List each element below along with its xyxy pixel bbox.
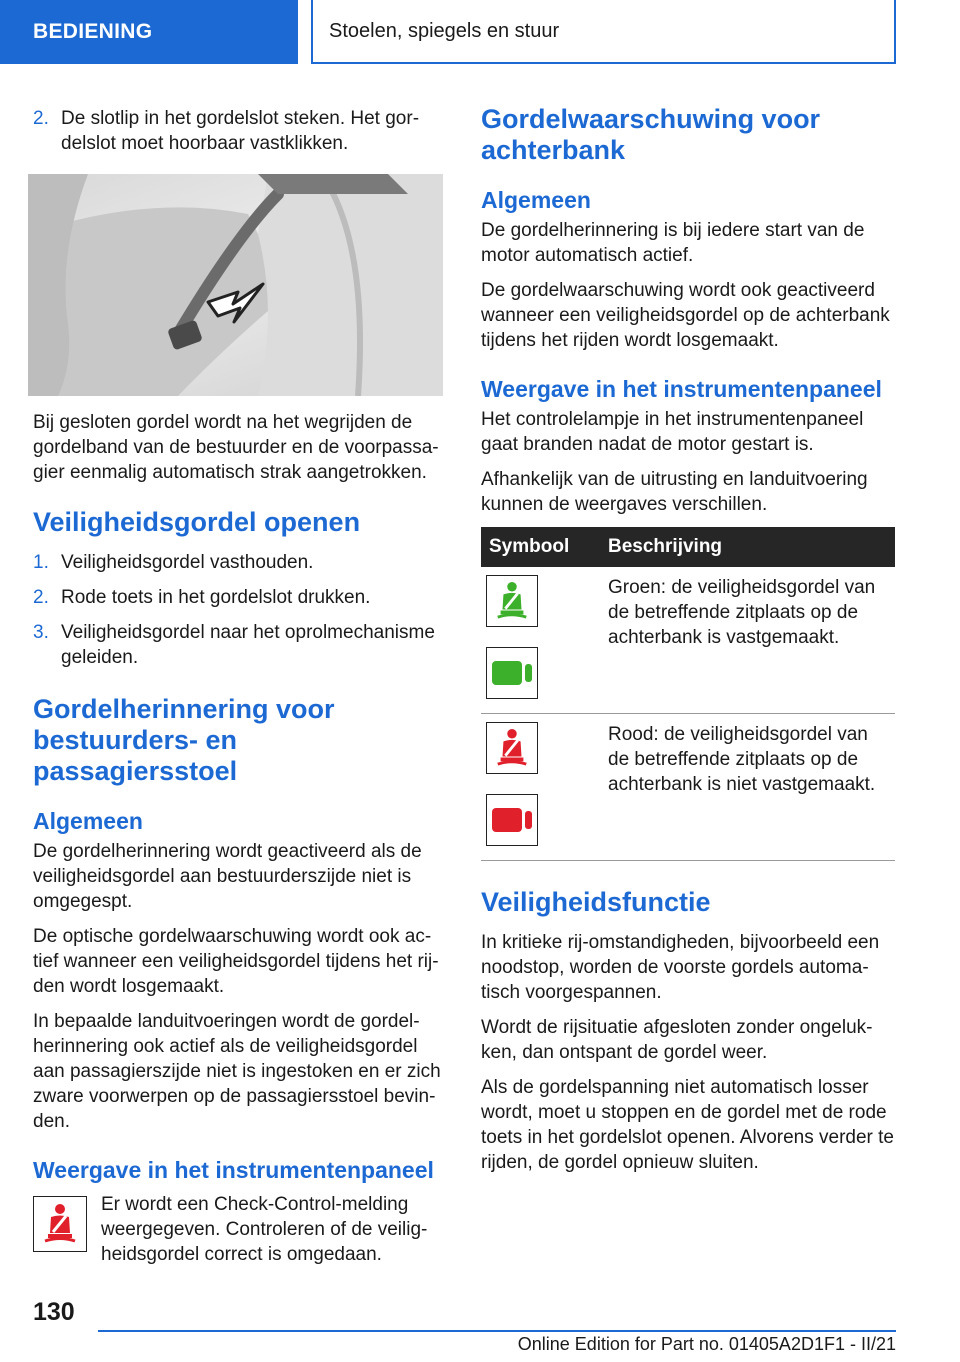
safety-paragraph-1: In kritieke rij-omstandigheden, bijvoorbeeld een noodstop, worden de voorste gordels automatisch voorgespannen. bbox=[481, 932, 880, 1003]
step-number: 1. bbox=[33, 552, 49, 573]
step-text: Veiligheidsgordel naar het oprolmechanisme geleiden. bbox=[61, 622, 435, 668]
seatbelt-warning-icon bbox=[33, 1196, 87, 1252]
header-chapter bbox=[311, 0, 896, 64]
safety-paragraph-3: Als de gordelspanning niet automatisch losser wordt, moet u stoppen en de gordel met de rode toets in het gordelslot openen. Alvorens verder te rijden, de gordel opnieuw sluiten. bbox=[481, 1077, 894, 1173]
heading-general: Algemeen bbox=[481, 187, 591, 213]
heading-belt-reminder: Gordelherinnering voor bestuurders- en passagiersstoel bbox=[33, 694, 335, 786]
heading-general: Algemeen bbox=[33, 808, 143, 834]
column-description: Beschrijving bbox=[600, 527, 895, 567]
rear-paragraph-1: De gordelherinnering is bij iedere start van de motor automatisch actief. bbox=[481, 220, 865, 266]
seatbelt-photo bbox=[28, 174, 443, 396]
step-2 bbox=[33, 106, 443, 156]
heading-open-belt: Veiligheidsgordel openen bbox=[33, 507, 361, 537]
reminder-paragraph-1: De gordelherinnering wordt geactiveerd als de veiligheidsgordel aan bestuurderszijde niet is omgegespt. bbox=[33, 841, 422, 912]
rear-paragraph-3: Het controlelampje in het instrumentenpaneel gaat branden nadat de motor gestart is. bbox=[481, 409, 864, 455]
step-text: De slotlip in het gordelslot steken. Het gordelslot moet hoorbaar vastklikken. bbox=[61, 108, 420, 154]
heading-display: Weergave in het instrumentenpaneel bbox=[33, 1157, 434, 1183]
reminder-paragraph-2: De optische gordelwaarschuwing wordt ook actief wanneer een veiligheidsgordel tijdens het rijden wordt losgemaakt. bbox=[33, 926, 439, 997]
seatbelt-illustration bbox=[28, 174, 443, 396]
green-seat-icon bbox=[486, 647, 538, 699]
open-step-3 bbox=[33, 620, 443, 670]
footer-edition: Online Edition for Part no. 01405A2D1F1 - II/21 bbox=[517, 1334, 896, 1354]
safety-paragraph-2: Wordt de rijsituatie afgesloten zonder ongelukken, dan ontspant de gordel weer. bbox=[481, 1017, 873, 1063]
reminder-paragraph-3: In bepaalde landuitvoeringen wordt de gordelherinnering ook actief als de veiligheidsgordel aan passagierszijde niet is ingestoken en er zich zware voorwerpen op de passagiersstoel bevinden. bbox=[33, 1011, 441, 1132]
step-number: 2. bbox=[33, 587, 49, 608]
heading-rear-warning: Gordelwaarschuwing voor achterbank bbox=[481, 104, 821, 165]
display-row bbox=[33, 1192, 443, 1277]
step-number: 3. bbox=[33, 622, 49, 643]
right-column bbox=[481, 98, 895, 1185]
display-text: Er wordt een Check-Control-melding weergegeven. Controleren of de veiligheidsgordel correct is omgedaan. bbox=[101, 1194, 428, 1265]
description-cell: Groen: de veiligheidsgordel van de betreffende zitplaats op de achterbank is vastgemaakt. bbox=[600, 567, 895, 714]
heading-safety-function: Veiligheidsfunctie bbox=[481, 887, 711, 917]
red-seat-icon bbox=[486, 794, 538, 846]
table-row bbox=[481, 567, 895, 714]
red-seatbelt-icon bbox=[486, 722, 538, 774]
chapter-title: Stoelen, spiegels en stuur bbox=[329, 19, 560, 42]
table-row bbox=[481, 714, 895, 861]
symbol-cell bbox=[481, 567, 600, 714]
paragraph-after-photo: Bij gesloten gordel wordt na het wegrijden de gordelband van de bestuurder en de voorpassagier eenmalig automatisch strak aangetrokken. bbox=[33, 412, 439, 483]
column-symbol: Symbool bbox=[481, 527, 600, 567]
page-number: 130 bbox=[33, 1298, 75, 1326]
step-number: 2. bbox=[33, 108, 49, 129]
step-text: Rode toets in het gordelslot drukken. bbox=[61, 587, 371, 608]
footer-divider bbox=[98, 1330, 896, 1332]
open-step-2 bbox=[33, 585, 443, 610]
section-title: BEDIENING bbox=[33, 20, 153, 43]
table-header bbox=[481, 527, 895, 567]
open-step-1 bbox=[33, 550, 443, 575]
header-section bbox=[0, 0, 298, 64]
green-seatbelt-icon bbox=[486, 575, 538, 627]
heading-display: Weergave in het instrumentenpaneel bbox=[481, 376, 882, 402]
left-column bbox=[33, 98, 443, 1277]
rear-paragraph-4: Afhankelijk van de uitrusting en landuitvoering kunnen de weergaves verschillen. bbox=[481, 469, 868, 515]
description-cell: Rood: de veiligheidsgordel van de betreffende zitplaats op de achterbank is niet vastgemaakt. bbox=[600, 714, 895, 861]
symbol-table bbox=[481, 527, 895, 861]
symbol-cell bbox=[481, 714, 600, 861]
rear-paragraph-2: De gordelwaarschuwing wordt ook geactiveerd wanneer een veiligheidsgordel op de achterbank tijdens het rijden wordt losgemaakt. bbox=[481, 280, 890, 351]
step-text: Veiligheidsgordel vasthouden. bbox=[61, 552, 314, 573]
